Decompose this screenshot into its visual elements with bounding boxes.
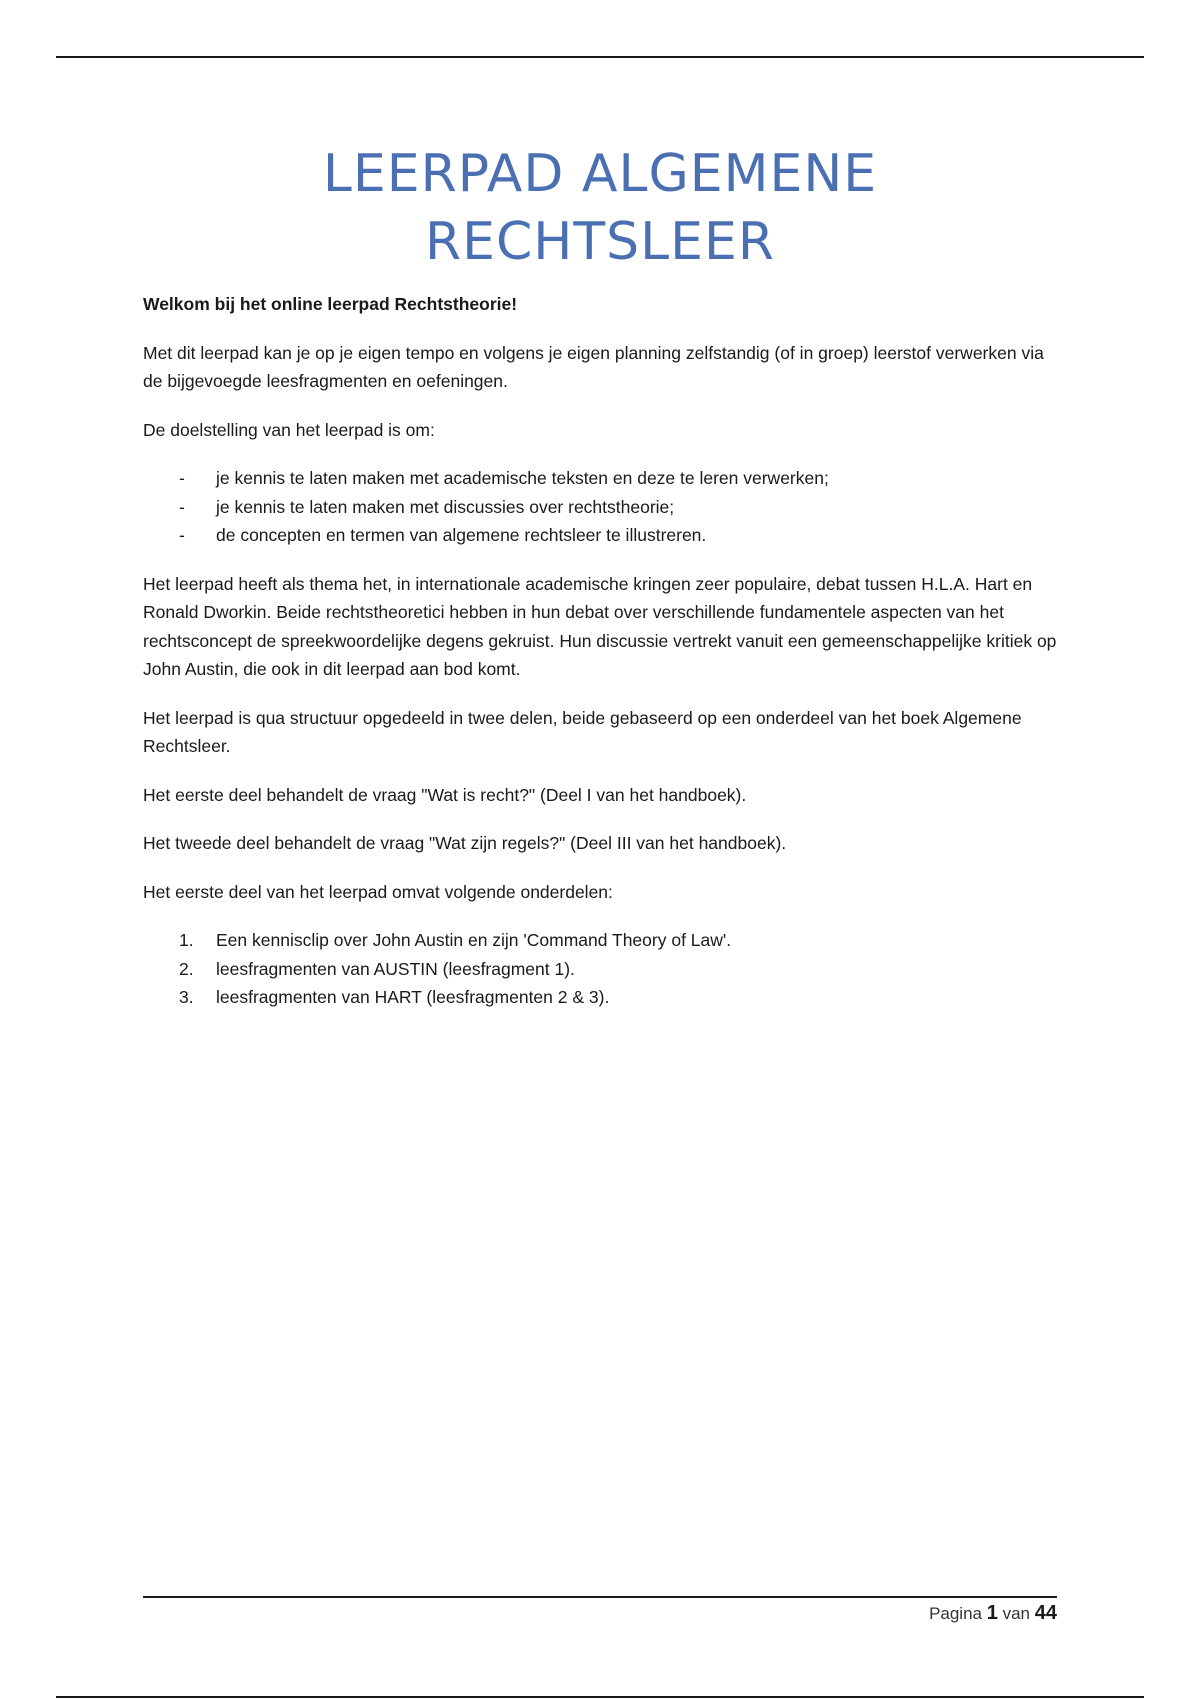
document-body: [143, 290, 1057, 1032]
objectives-list: [143, 464, 1057, 550]
list-item: [143, 983, 1057, 1012]
bullet-marker: -: [179, 496, 185, 517]
page-number: [929, 1602, 1057, 1625]
page-title-line-2: RECHTSLEER: [425, 212, 775, 272]
list-item-text: Een kennisclip over John Austin en zijn 'Command Theory of Law'.: [216, 930, 732, 950]
list-item: [143, 521, 1057, 550]
number-marker: 1.: [179, 930, 194, 950]
welcome-heading: Welkom bij het online leerpad Rechtstheorie!: [143, 294, 518, 314]
bullet-marker: -: [179, 468, 185, 488]
number-marker: 3.: [179, 987, 194, 1007]
list-item: [143, 493, 1057, 522]
total-pages: 44: [1034, 1602, 1057, 1624]
of-word: van: [1002, 1604, 1031, 1623]
page-title: [143, 140, 1057, 276]
part1-contents-list: [143, 926, 1057, 1012]
page-word: Pagina: [929, 1604, 982, 1623]
part1-paragraph: Het eerste deel behandelt de vraag "Wat is recht?" (Deel I van het handboek).: [143, 784, 747, 805]
list-item-text: leesfragmenten van HART (leesfragmenten 2 & 3).: [216, 987, 610, 1007]
list-item-text: je kennis te laten maken met academische teksten en deze te leren verwerken;: [216, 468, 829, 488]
list-item: [143, 464, 1057, 493]
page-title-line-1: LEERPAD ALGEMENE: [322, 144, 878, 204]
list-item: [143, 955, 1057, 984]
objectives-lead: De doelstelling van het leerpad is om:: [143, 419, 435, 440]
intro-paragraph: Met dit leerpad kan je op je eigen tempo en volgens je eigen planning zelfstandig (of in groep) leerstof verwerken via de bijgevoegde leesfragmenten en oefeningen.: [143, 342, 1044, 391]
top-page-border: [56, 56, 1144, 58]
current-page: 1: [986, 1602, 998, 1624]
bullet-marker: -: [179, 525, 185, 545]
part2-paragraph: Het tweede deel behandelt de vraag "Wat zijn regels?" (Deel III van het handboek).: [143, 833, 787, 853]
part1-contents-lead: Het eerste deel van het leerpad omvat volgende onderdelen:: [143, 881, 613, 902]
list-item-text: je kennis te laten maken met discussies over rechtstheorie;: [216, 496, 675, 517]
number-marker: 2.: [179, 958, 194, 979]
theme-paragraph: Het leerpad heeft als thema het, in internationale academische kringen zeer populaire, debat tussen H.L.A. Hart en Ronald Dworkin. Beide rechtstheoretici hebben in hun debat over verschillende fundamentele aspecten van het rechtsconcept de spreekwoordelijke degens gekruist. Hun discussie vertrekt vanuit een gemeenschappelijke kritiek op John Austin, die ook in dit leerpad aan bod komt.: [143, 573, 1057, 679]
list-item-text: de concepten en termen van algemene rechtsleer te illustreren.: [216, 525, 707, 545]
structure-paragraph: Het leerpad is qua structuur opgedeeld in twee delen, beide gebaseerd op een onderdeel van het boek Algemene Rechtsleer.: [143, 707, 1022, 756]
footer-rule: [143, 1596, 1057, 1598]
list-item-text: leesfragmenten van AUSTIN (leesfragment 1).: [216, 958, 575, 979]
bottom-page-border: [56, 1696, 1144, 1698]
list-item: [143, 926, 1057, 955]
